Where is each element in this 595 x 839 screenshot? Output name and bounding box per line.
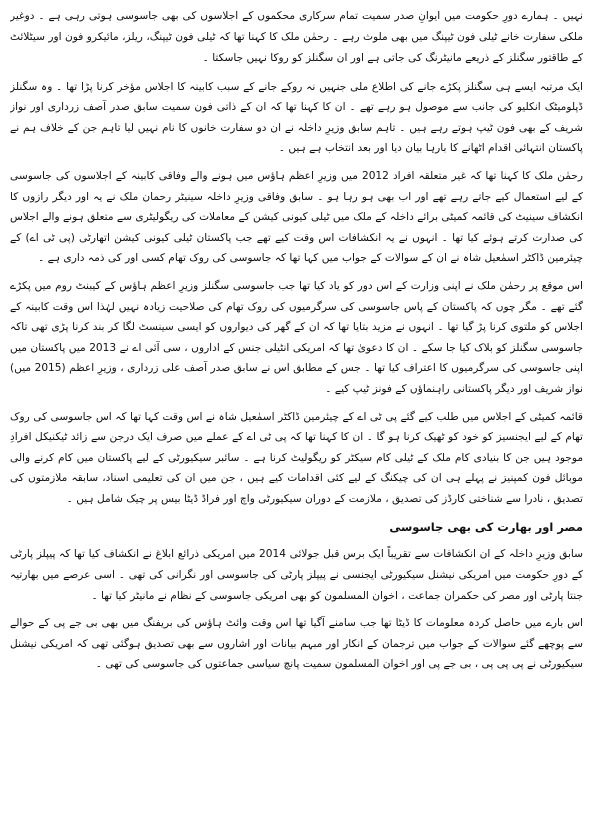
paragraph-4: اس موقع پر رحمٰن ملک نے اپنی وزارت کے اس دور کو یاد کیا تھا جب جاسوسی سگنلز وزیرِ اعظم ہاؤس کے کیبنٹ روم میں پکڑے گئے تھے ۔ مگر چوں کہ پاکستان کے پاس جاسوسی کی سرگرمیوں کی روک تھام کی صلاحیت زیادہ نہیں لہٰذا اس وقت کابینہ کے اجلاس کو ملتوی کرنا پڑ گیا تھا ۔ انہوں نے مزید بتایا تھا کہ ان کے گھر کی دیواروں کو ایسی سینسٹ لگا کر بند کرنا پڑی تھی تاکہ جاسوسی سگنلز کو بلاک کیا جا سکے ۔ ان کا دعویٰ تھا کہ امریکی انٹیلی جنس کے اداروں ، سی آئی اے نے 2013 میں پاکستان میں اپنی جاسوسی کی سرگرمیوں کا اعتراف کیا تھا ۔ جس کے مطابق اس نے سابق صدر آصف علی زرداری ، وزیرِ اعظم (2015 میں) نواز شریف اور دیگر پاکستانی راہنماؤں کے فونز ٹیپ کیے ۔ (10, 279, 583, 395)
paragraph-5: قائمہ کمیٹی کے اجلاس میں طلب کیے گئے پی ٹی اے کے چیئرمین ڈاکٹر اسمٰعیل شاہ نے اس وقت کہا تھا کہ اس جاسوسی کی روک تھام کے لیے ایجنسیز کو خود کو ٹھیک کرنا ہو گا ۔ ان کا کہنا تھا کہ پی ٹی اے کے عملے میں صرف ایک درجن سے زائد ٹیکنیکل افرادِ موجود ہیں جن کا بنیادی کام ملک کے ٹیلی کام سیکٹر کو ریگولیٹ کرنا ہے ۔ سائبر سیکیورٹی کے لیے پاکستان میں کام کرنے والی موبائل فون کمپنیز نے پہلے ہی ان کی چیکنگ کے لیے کئی اقدامات کیے ہیں ، جن میں ان کی تعلیمی اسناد، سابقہ ملازمتوں کی تصدیق ، نادرا سے شناختی کارڈز کی تصدیق ، ملازمت کے دوران سیکیورٹی واچ اور فراڈ ڈیٹا بیس پر چیک شامل ہیں ۔ (10, 410, 583, 505)
paragraph-3: رحمٰن ملک کا کہنا تھا کہ غیر متعلقہ افراد 2012 میں وزیرِ اعظم ہاؤس میں ہونے والے وفاقی کابینہ کے اجلاسوں کی جاسوسی کے لیے استعمال کیے جاتے رہے تھے اور اب بھی ہو رہا ہو ۔ سابق وفاقی وزیرِ داخلہ سینیٹر رحمان ملک نے یہ اور دیگر رازوں کا انکشاف سینیٹ کی قائمہ کمیٹی برائے داخلہ کے ملک میں ٹیلی کیونی کیشن کے معاملات کی ریگولیٹری سے متعلق ہونے والے اجلاس کی صدارت کرتے ہوئے کیا تھا ۔ انہوں نے یہ انکشافات اس وقت کیے تھے جب پاکستان ٹیلی کیونی کیشن اتھارٹی (پی ٹی اے) کے چیئرمین ڈاکٹر اسمٰعیل شاہ نے ان کے سوالات کے جواب میں کہا تھا کہ جاسوسی کی روک تھام کسی اور کی ذمہ داری ہے ۔ (10, 169, 583, 265)
article-body (10, 6, 583, 839)
paragraph-6: سابق وزیرِ داخلہ کے ان انکشافات سے تقریباً ایک برس قبل جولائی 2014 میں امریکی ذرائع ابلاغ نے انکشاف کیا تھا کہ پیپلز پارٹی کے دورِ حکومت میں امریکی نیشنل سیکیورٹی ایجنسی نے پیپلز پارٹی کی جاسوسی اور نگرانی کی تھی ۔ اسی عرصے میں بھارتیہ جنتا پارٹی اور مصر کی حکمران جماعت ، اخوان المسلمون کو بھی امریکی جاسوسی کے نظام نے مانیٹر کیا تھا ۔ (10, 548, 583, 602)
paragraph-1: نہیں ۔ ہمارے دورِ حکومت میں ایوانِ صدر سمیت تمام سرکاری محکموں کے اجلاسوں کی بھی جاسوسی ہوتی رہی ہے ۔ دوغیر ملکی سفارت خانے ٹیلی فون ٹیپنگ میں بھی ملوث رہے ۔ رحمٰن ملک کا کہنا تھا کہ ٹیلی فون ٹیپنگ، ریلز، مائیکرو فون اور سیٹلائٹ کے طاقتور سگنلز کے ذریعے مانیٹرنگ کی جاتی ہے اور ان سگنلز کو روکا نہیں جاسکتا ۔ (10, 10, 583, 65)
paragraph-7: اس بارے میں حاصل کردہ معلومات کا ڈیٹا تھا جب سامنے آگیا تھا اس وقت وائٹ ہاؤس کی بریفنگ میں بھی بی جے پی کے حوالے سے پوچھے گئے سوالات کے جواب میں ترجمان کے انکار اور مبہم بیانات اور اشاروں سے بھی تصدیق ہوگئی تھی کہ امریکی نیشنل سیکیورٹی نے پی پی پی ، بی جے پی اور اخوان المسلمون سمیت پانچ سیاسی جماعتوں کی جاسوسی کی تھی ۔ (10, 617, 583, 671)
section-heading: مصر اور بھارت کی بھی جاسوسی (389, 520, 583, 535)
paragraph-2: ایک مرتبہ ایسے ہی سگنلز پکڑے جانے کی اطلاع ملی جنہیں نہ روکے جانے کے سبب کابینہ کا اجلاس مؤخر کرنا پڑا تھا ۔ وہ سگنلز ڈپلومیٹک انکلیو کی جانب سے موصول ہو رہے تھے ۔ ان کا کہنا تھا کہ ان کے ذاتی فون سمیت سابق صدر آصف زرداری اور نواز شریف کے بھی فون ٹیپ ہوتے رہے ہیں ۔ تاہم سابق وزیرِ داخلہ نے ان دو سفارت خانوں کا نام نہیں لیا تاہم جن کے خلاف ہم نے پاکستان انتہائی اقدام اٹھانے کا بارہا بیان دیا اور بعد انتخاب ہے ہیں ۔ (10, 80, 583, 155)
